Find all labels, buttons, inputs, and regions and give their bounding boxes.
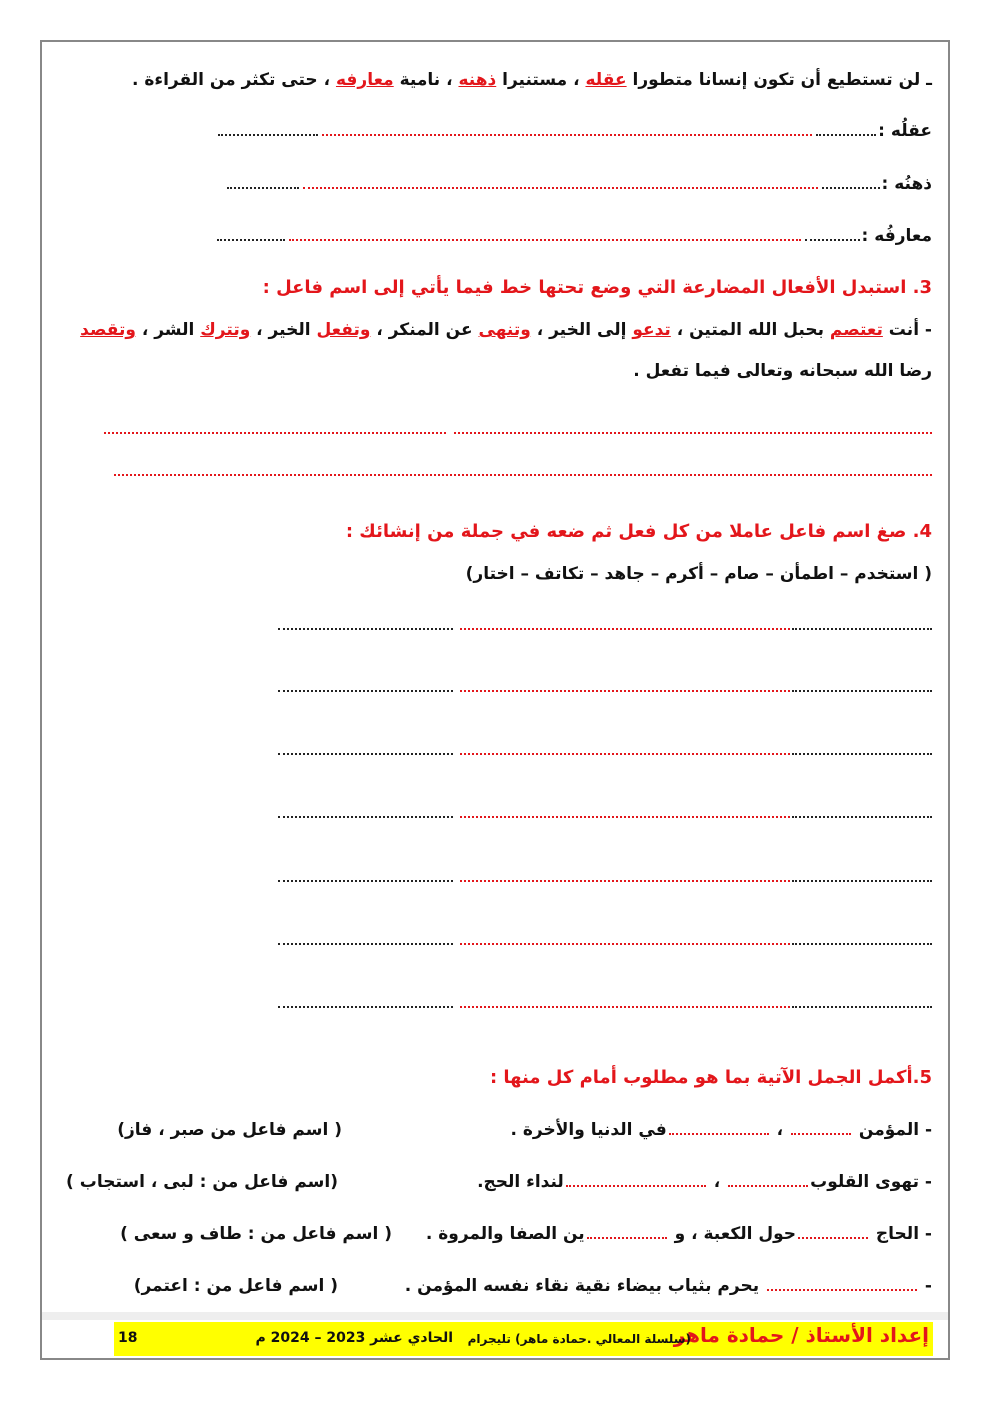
- q4-answer-line-1[interactable]: [0, 628, 992, 632]
- q4-verbs: ( استخدم – اطمأن – صام – أكرم – جاهد – تكاتف – اختار): [465, 564, 932, 584]
- answer-line-aqluh[interactable]: عقلُه :: [216, 117, 932, 145]
- q4-answer-line-5[interactable]: [0, 880, 992, 884]
- footer-author: إعداد الأستاذ / حمادة ماهر: [673, 1323, 929, 1347]
- q5-row-2[interactable]: - تهوى القلوب ، لنداء الحج.: [477, 1172, 932, 1192]
- q3-sentence-line2: رضا الله سبحانه وتعالى فيما تفعل .: [633, 361, 932, 381]
- q5-row-3[interactable]: - الحاج حول الكعبة ، و ين الصفا والمروة .: [425, 1224, 932, 1244]
- q5-row-4[interactable]: - يحرم بثياب بيضاء نقية نقاء نفسه المؤمن .: [404, 1276, 932, 1296]
- q5-hint-3: ( اسم فاعل من : طاف و سعى ): [120, 1224, 392, 1244]
- q2-sentence: ـ لن تستطيع أن تكون إنسانا متطورا عقله ، مستنيرا ذهنه ، نامية معارفه ، حتى تكثر من القراءة .: [131, 70, 932, 90]
- q4-title: 4. صغ اسم فاعل عاملا من كل فعل ثم ضعه في جملة من إنشائك :: [345, 521, 932, 542]
- q4-answer-line-7[interactable]: [0, 1006, 992, 1010]
- q4-answer-line-3[interactable]: [0, 753, 992, 757]
- q5-title: 5.أكمل الجمل الآتية بما هو مطلوب أمام كل منها :: [489, 1067, 932, 1088]
- q4-answer-line-6[interactable]: [0, 943, 992, 947]
- q3-answer-line-1[interactable]: [0, 432, 992, 436]
- footer-separator: [42, 1312, 948, 1320]
- q5-hint-1: ( اسم فاعل من صبر ، فاز): [117, 1120, 342, 1140]
- q3-answer-line-2[interactable]: [0, 474, 992, 478]
- page-number: 18: [118, 1330, 138, 1346]
- footer: [114, 1322, 933, 1356]
- q5-hint-2: (اسم فاعل من : لبى ، استجاب ): [66, 1172, 338, 1192]
- answer-line-dhihnuh[interactable]: ذهنُه :: [225, 170, 932, 198]
- q5-hint-4: ( اسم فاعل من : اعتمر): [133, 1276, 338, 1296]
- q4-answer-line-2[interactable]: [0, 690, 992, 694]
- footer-year: الحادي عشر 2023 – 2024 م: [255, 1330, 453, 1346]
- answer-line-maarifuh[interactable]: معارفُه :: [215, 222, 932, 250]
- q3-title: 3. استبدل الأفعال المضارعة التي وضع تحتها خط فيما يأتي إلى اسم فاعل :: [262, 277, 932, 298]
- q4-answer-line-4[interactable]: [0, 816, 992, 820]
- q3-sentence: - أنت تعتصم بحبل الله المتين ، تدعو إلى الخير ، وتنهى عن المنكر ، وتفعل الخير ، وتترك الشر ، وتقصد: [80, 320, 932, 340]
- footer-series: (سلسلة المعالي .حمادة ماهر) تليجرام: [467, 1332, 691, 1346]
- q5-row-1[interactable]: - المؤمن ، في الدنيا والأخرة .: [510, 1120, 932, 1140]
